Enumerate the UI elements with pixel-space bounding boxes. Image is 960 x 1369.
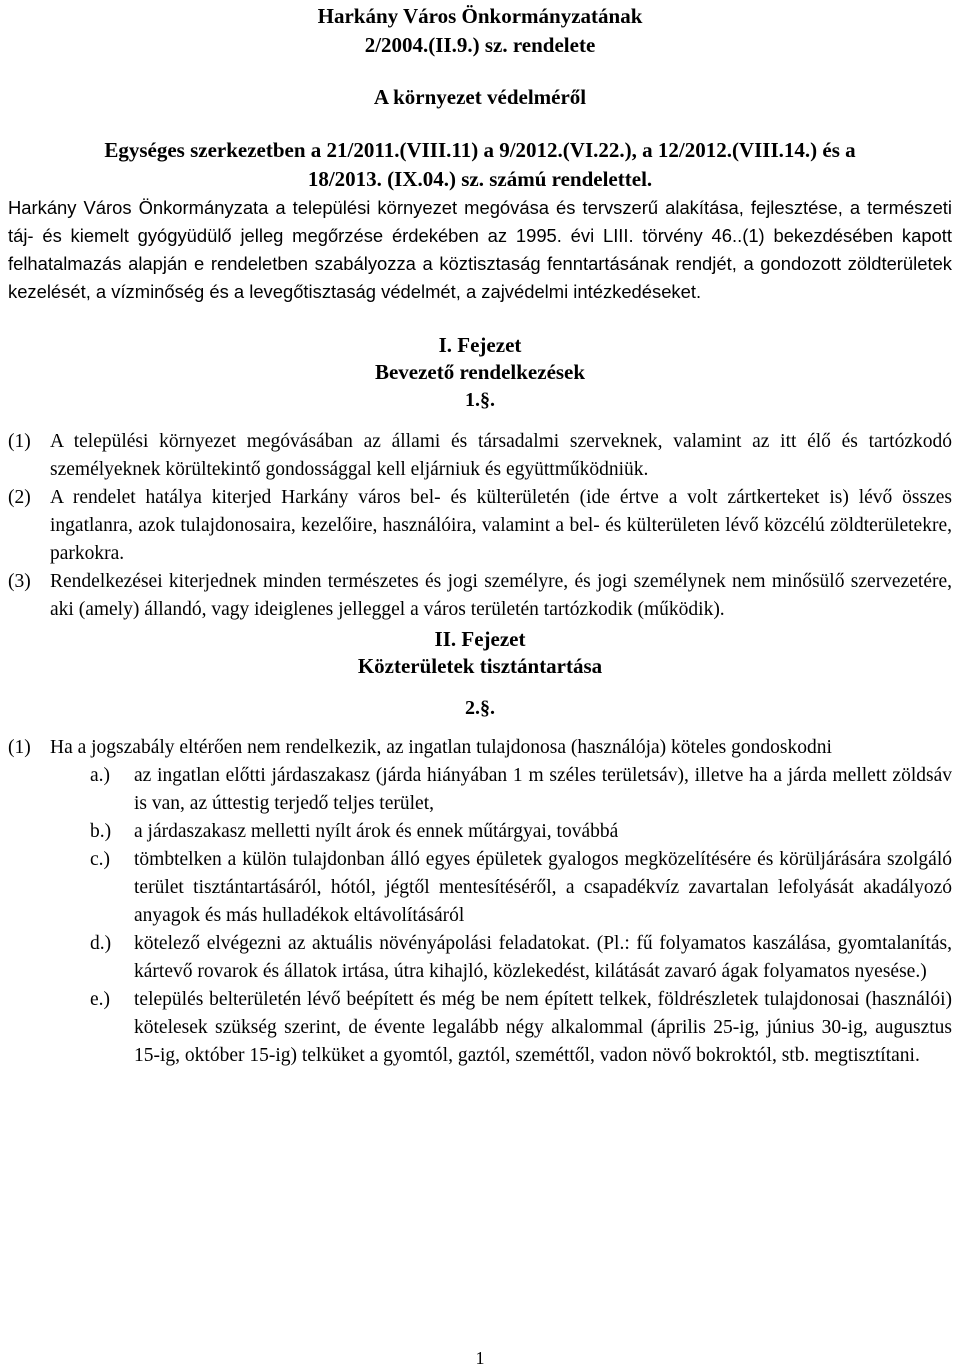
paragraph bbox=[8, 484, 952, 568]
list-item-text: a járdaszakasz melletti nyílt árok és ennek műtárgyai, továbbá bbox=[134, 821, 619, 842]
list-item bbox=[90, 930, 952, 986]
paragraph-text: Rendelkezései kiterjednek minden természetes és jogi személyre, és jogi személynek nem minősülő szervezetére, aki (amely) állandó, vagy ideiglenes jelleggel a város területén tartózkodik (működik). bbox=[50, 571, 952, 620]
paragraph-number: (1) bbox=[8, 737, 31, 758]
chapter-1-title: Bevezető rendelkezések bbox=[374, 360, 586, 384]
chapter-2-title: Közterületek tisztántartása bbox=[357, 654, 603, 678]
list-item bbox=[90, 986, 952, 1070]
list-item bbox=[90, 762, 952, 818]
paragraph-number: (1) bbox=[8, 431, 31, 452]
section-1-heading: 1.§. bbox=[465, 389, 495, 411]
paragraph-text: Ha a jogszabály eltérően nem rendelkezik, az ingatlan tulajdonosa (használója) köteles gondoskodni bbox=[50, 737, 832, 758]
preamble bbox=[8, 194, 952, 306]
preamble-part-1: Harkány Város Önkormányzata a települési környezet megóvása és tervszerű alakítása, fejlesztése, a természeti táj- és kiemelt gyógyüdülő jelleg megőrzése érdekében az 1995. évi LIII. törvény 46. bbox=[8, 197, 952, 246]
list-item-label: c.) bbox=[90, 849, 111, 870]
document-page bbox=[0, 2, 960, 1368]
list-item-label: d.) bbox=[90, 933, 112, 954]
chapter-2-number: II. Fejezet bbox=[434, 627, 526, 651]
preamble-part-2: .(1) bekezdésében kapott felhatalmazás alapján e rendeletben szabályozza a köztisztaság fenntartásának rendjét, a gondozott zöldterületek kezelését, a vízminőség és a levegőtisztaság védelmét, a zajvédelmi intézkedéseket. bbox=[8, 225, 952, 302]
decree-number: 2/2004.(II.9.) sz. rendelete bbox=[364, 33, 596, 57]
decree-subject: A környezet védelméről bbox=[373, 85, 587, 109]
list-item-text: település belterületén lévő beépített és még be nem épített telkek, földrészletek tulajdonosai (használói) kötelesek szükség szerint, de évente legalább négy alkalommal (április 25-ig, június 30-ig, augusztus 15-ig, október 15-ig) telküket a gyomtól, gaztól, szeméttől, vadon növő bokroktól, stb. megtisztítani. bbox=[134, 989, 952, 1066]
chapter-1-number: I. Fejezet bbox=[438, 333, 522, 357]
section-2-heading: 2.§. bbox=[465, 697, 495, 719]
document-header bbox=[8, 2, 952, 194]
paragraph-number: (3) bbox=[8, 571, 31, 592]
page-number: 1 bbox=[475, 1348, 485, 1368]
paragraph bbox=[8, 734, 952, 762]
issuer-line: Harkány Város Önkormányzatának bbox=[317, 4, 643, 28]
consolidation-line-2: 18/2013. (IX.04.) sz. számú rendelettel. bbox=[307, 167, 653, 191]
list-item-label: a.) bbox=[90, 765, 111, 786]
paragraph-number: (2) bbox=[8, 487, 31, 508]
list-item-label: e.) bbox=[90, 989, 111, 1010]
list-item bbox=[90, 818, 952, 846]
list-item-text: az ingatlan előtti járdaszakasz (járda hiányában 1 m széles területsáv), illetve ha a járda mellett zöldsáv is van, az úttestig terjedő teljes terület, bbox=[134, 765, 952, 814]
list-item-label: b.) bbox=[90, 821, 112, 842]
paragraph-text: A települési környezet megóvásában az állami és társadalmi szerveknek, valamint az itt élő és tartózkodó személyeknek körültekintő gondossággal kell eljárniuk és együttműködniük. bbox=[50, 431, 952, 480]
consolidation-line-1: Egységes szerkezetben a 21/2011.(VIII.11) a 9/2012.(VI.22.), a 12/2012.(VIII.14.) és a bbox=[104, 138, 856, 162]
list-item bbox=[90, 846, 952, 930]
paragraph bbox=[8, 428, 952, 484]
list-item-text: kötelező elvégezni az aktuális növényápolási feladatokat. (Pl.: fű folyamatos kaszálása, gyomtalanítás, kártevő rovarok és állatok irtása, útra kihajló, közlekedést, kilátását zavaró ágak folyamatos nyesése.) bbox=[134, 933, 952, 982]
paragraph-text: A rendelet hatálya kiterjed Harkány város bel- és külterületén (ide értve a volt zártkerteket is) lévő összes ingatlanra, azok tulajdonosaira, kezelőire, használóira, valamint a bel- és külterületen lévő közcélú zöldterületekre, parkokra. bbox=[50, 487, 952, 564]
obligation-list bbox=[90, 762, 952, 1070]
list-item-text: tömbtelken a külön tulajdonban álló egyes épületek gyalogos megközelítésére és körüljárására szolgáló terület tisztántartásáról, hótól, jégtől mentesítéséről, a csapadékvíz zavartalan lefolyását akadályozó anyagok és más hulladékok eltávolításáról bbox=[134, 849, 952, 926]
paragraph bbox=[8, 568, 952, 624]
